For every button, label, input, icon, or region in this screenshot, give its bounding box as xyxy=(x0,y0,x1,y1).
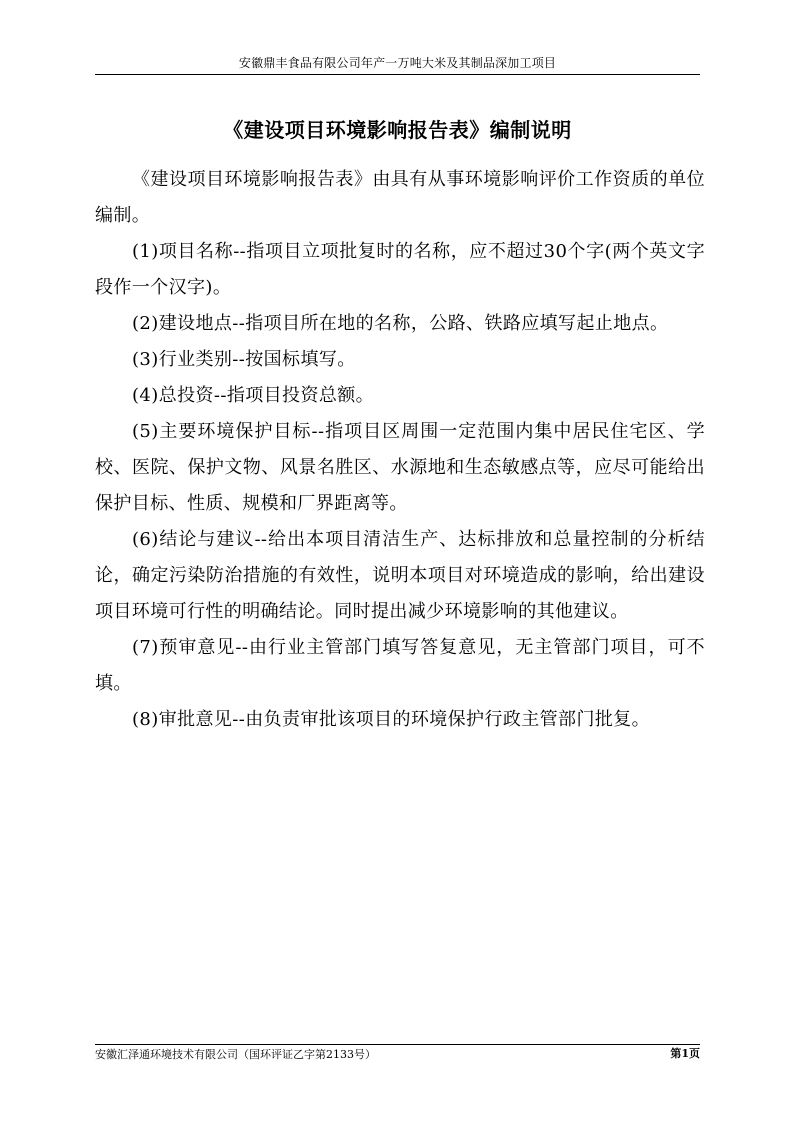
item-protection-targets: (5)主要环境保护目标--指项目区周围一定范围内集中居民住宅区、学校、医院、保护文物、风景名胜区、水源地和生态敏感点等，应尽可能给出保护目标、性质、规模和厂界距离等。 xyxy=(95,421,705,514)
item-approval-opinion: (8)审批意见--由负责审批该项目的环境保护行政主管部门批复。 xyxy=(132,709,651,730)
footer-organization: 安徽汇泽通环境技术有限公司（国环评证乙字第2133号） xyxy=(95,1048,376,1061)
page-number: 第1页 xyxy=(670,1047,700,1060)
running-header: 安徽鼎丰食品有限公司年产一万吨大米及其制品深加工项目 xyxy=(238,56,557,70)
item-project-name: (1)项目名称--指项目立项批复时的名称，应不超过30个字(两个英文字段作一个汉字)。 xyxy=(95,241,705,298)
document-title: 《建设项目环境影响报告表》编制说明 xyxy=(223,118,572,142)
item-preliminary-review: (7)预审意见--由行业主管部门填写答复意见，无主管部门项目，可不填。 xyxy=(95,637,705,694)
item-construction-site: (2)建设地点--指项目所在地的名称，公路、铁路应填写起止地点。 xyxy=(132,313,669,334)
item-industry-category: (3)行业类别--按国标填写。 xyxy=(132,349,356,370)
document-body xyxy=(95,162,705,738)
item-total-investment: (4)总投资--指项目投资总额。 xyxy=(132,385,375,406)
footer-divider xyxy=(95,1044,700,1045)
item-conclusion: (6)结论与建议--给出本项目清洁生产、达标排放和总量控制的分析结论，确定污染防治措施的有效性，说明本项目对环境造成的影响，给出建设项目环境可行性的明确结论。同时提出减少环境影响的其他建议。 xyxy=(95,529,705,622)
intro-paragraph: 《建设项目环境影响报告表》由具有从事环境影响评价工作资质的单位编制。 xyxy=(95,169,705,226)
header-divider xyxy=(95,74,700,75)
